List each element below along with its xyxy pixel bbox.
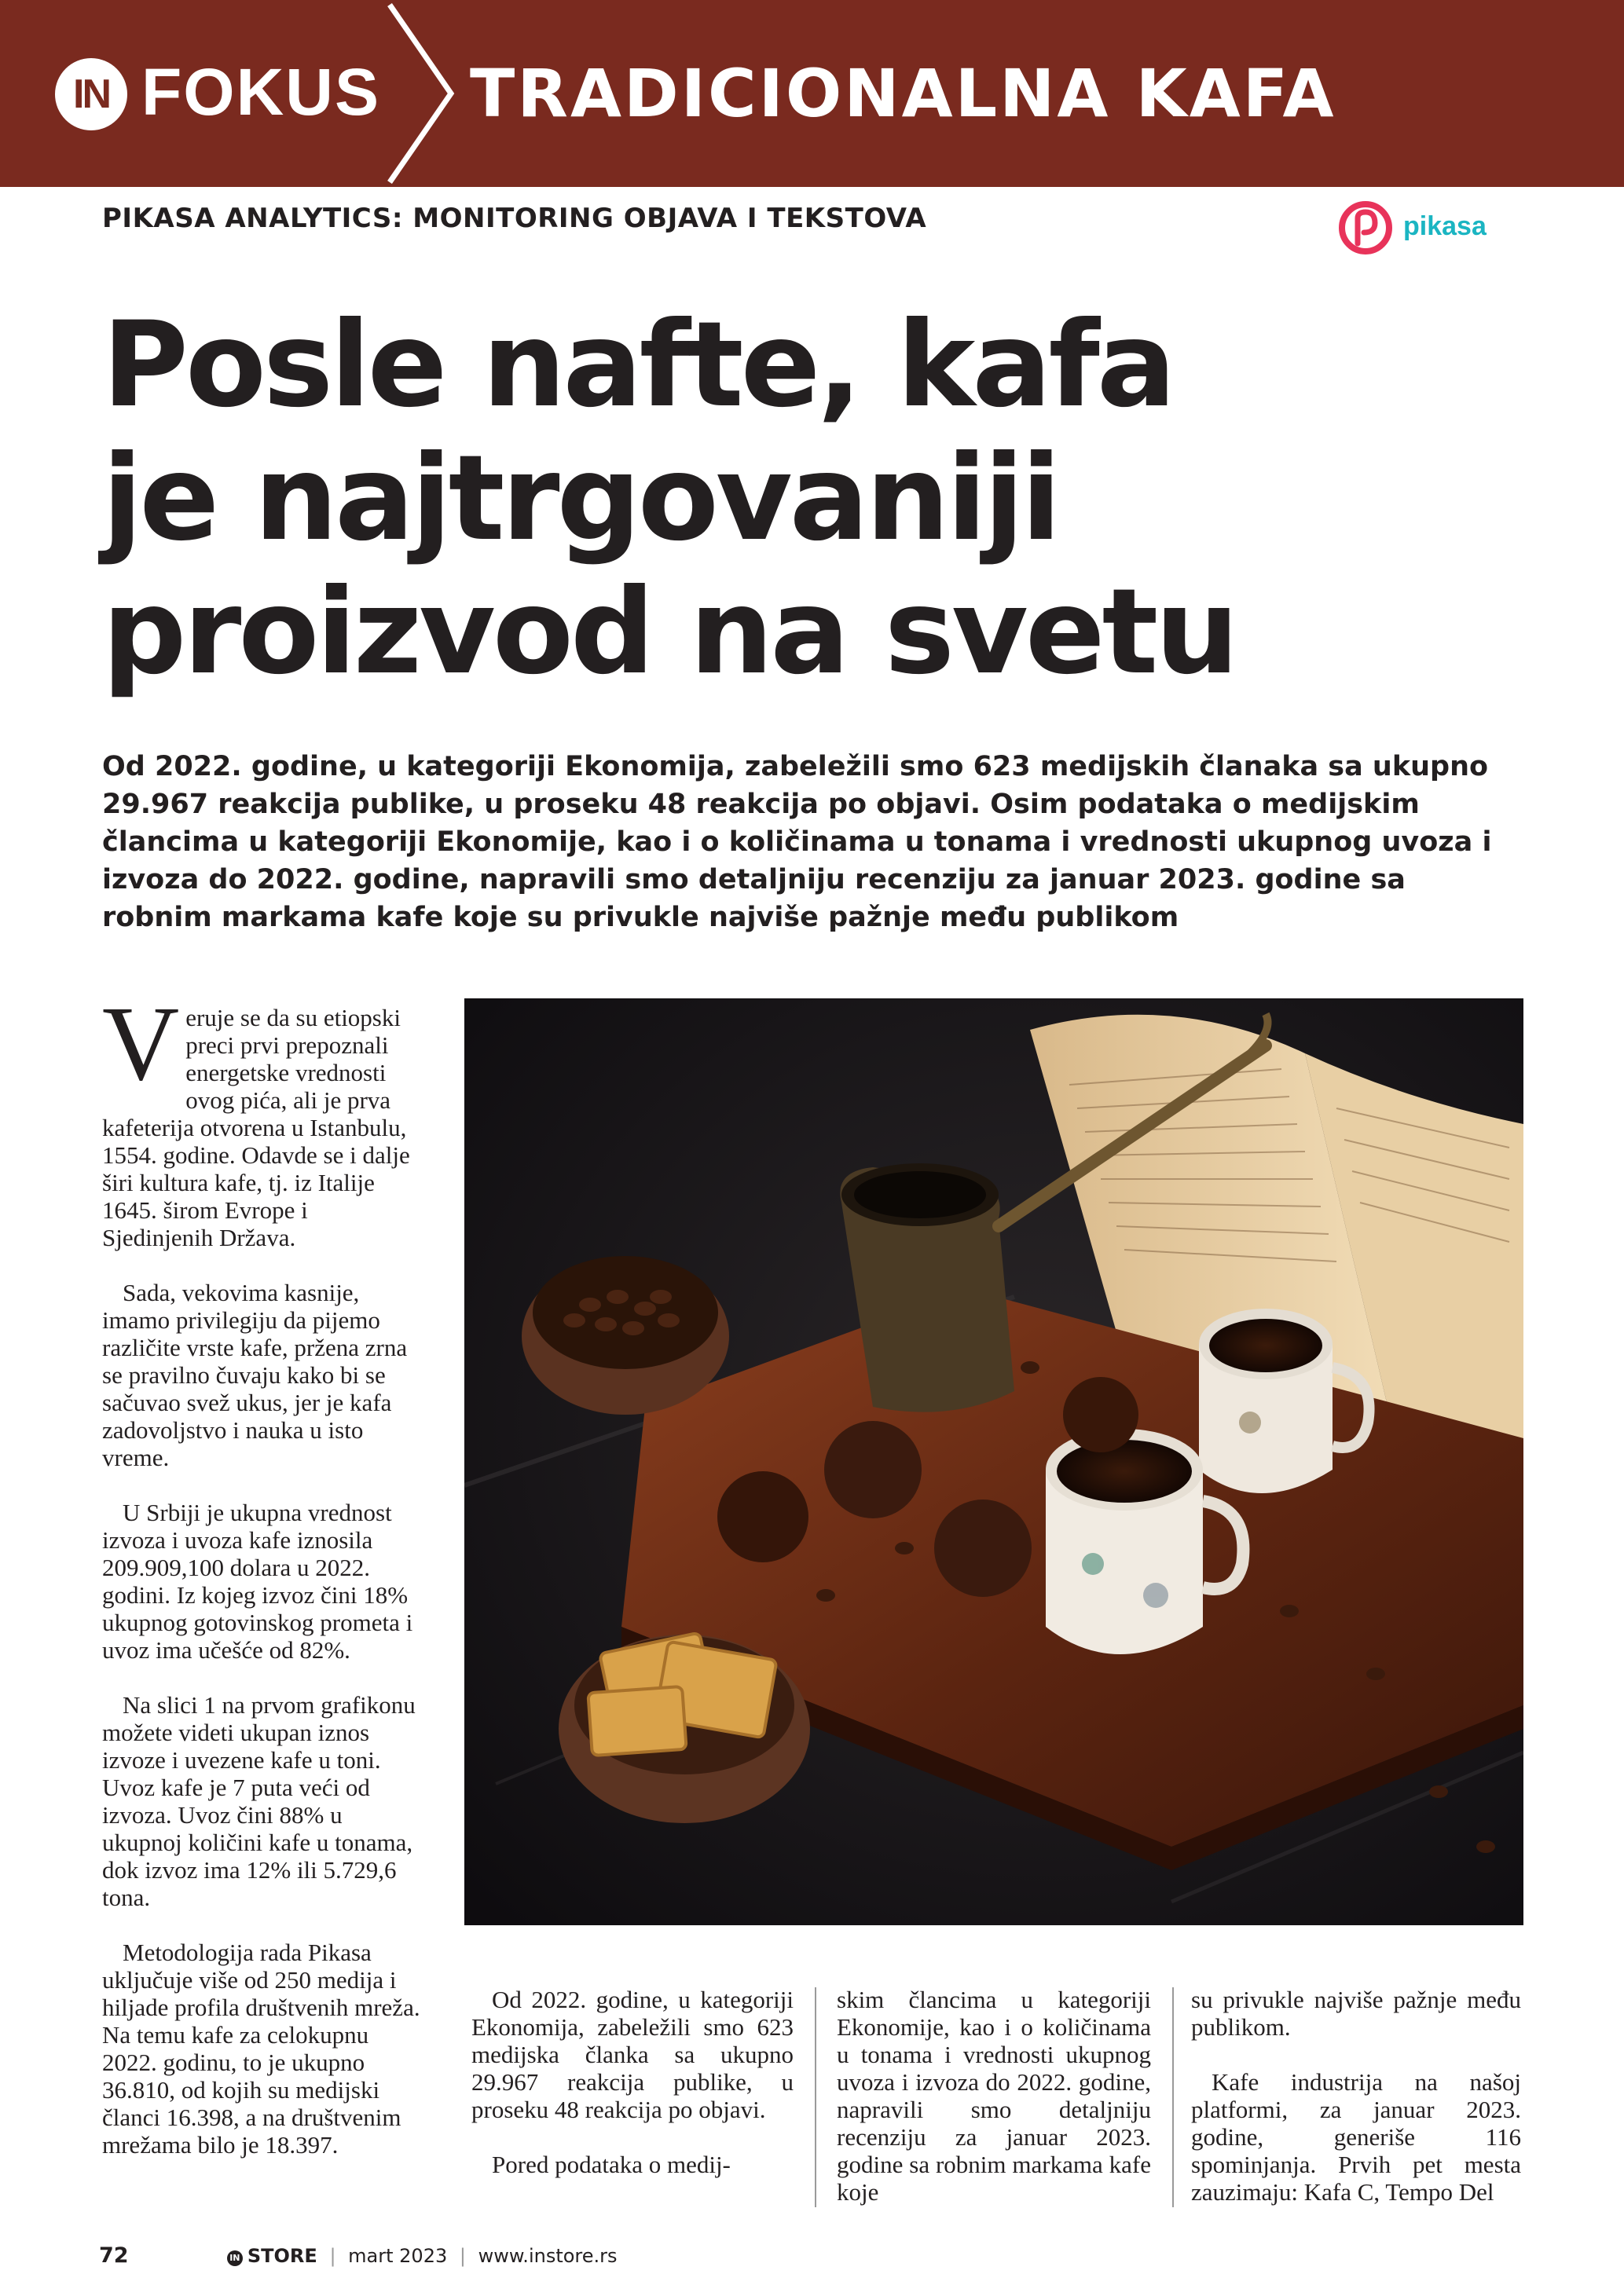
footer-separator: |	[459, 2245, 466, 2267]
body-paragraph-2: Sada, vekovima kasnije, imamo privilegiju da pijemo različite vrste kafe, pržena zrna se pravilno čuvaju kako bi se sačuvao svež ukus, jer je kafa zadovoljstvo i nauka u isto vreme.	[102, 1279, 408, 1471]
coffee-scene-illustration	[464, 998, 1523, 1925]
headline-line-2: je najtrgovaniji	[102, 430, 1058, 567]
section-banner	[0, 0, 1624, 187]
body-paragraph-4: Na slici 1 na prvom grafikonu možete videti ukupan iznos izvoze i uvezene kafe u toni. Uvoz kafe je 7 puta veći od izvoza. Uvoz čini 88% u ukupnoj količini kafe u tonama, dok izvoz ima 12% ili 5.729,6 tona.	[102, 1691, 416, 1911]
body-column-4	[1191, 1986, 1521, 2233]
body-column-3	[837, 1986, 1151, 2233]
body-paragraph-5: Metodologija rada Pikasa uključuje više od 250 medija i hiljade profila društvenih mreža. Na temu kafe za celokupnu 2022. godinu, to je ukupno 36.810, od kojih su medijski članci 16.398, a na društvenim mrežama bilo je 18.397.	[102, 1939, 420, 2159]
page-footer	[99, 2243, 618, 2269]
headline-line-1: Posle nafte, kafa	[102, 297, 1174, 434]
pikasa-logo-text: pikasa	[1403, 211, 1487, 241]
coffee-photo	[464, 998, 1523, 1925]
footer-issue: mart 2023	[348, 2245, 448, 2267]
in-logo	[55, 58, 127, 130]
in-logo-text: IN	[73, 71, 109, 117]
column-2-paragraph-1: Od 2022. godine, u kategoriji Ekonomija, zabeležili smo 623 medijska članka sa ukupno 29.967 reakcija publike, u proseku 48 reakcija po objavi.	[471, 1986, 794, 2123]
column-2-paragraph-2: Pored podataka o medij-	[492, 2151, 731, 2178]
column-divider	[815, 1987, 816, 2207]
body-paragraph-3: U Srbiji je ukupna vrednost izvoza i uvoza kafe iznosila 209.909,100 dolara u 2022. godini. Iz kojeg izvoz čini 18% ukupnog gotovinskog prometa i uvoz ima učešće od 82%.	[102, 1499, 413, 1664]
footer-separator: |	[329, 2245, 336, 2267]
footer-url[interactable]: www.instore.rs	[478, 2245, 618, 2267]
body-paragraph-1	[102, 985, 424, 1251]
page-number: 72	[99, 2243, 129, 2268]
column-divider	[1172, 1987, 1174, 2207]
body-column-2	[471, 1986, 794, 2206]
section-title: TRADICIONALNA KAFA	[470, 55, 1336, 132]
column-4-paragraph-2: Kafe industrija na našoj platformi, za januar 2023. godine, generiše 116 spominjanja. Prvih pet mesta zauzimaju: Kafa C, Tempo Del	[1191, 2068, 1521, 2206]
lead-paragraph: Od 2022. godine, u kategoriji Ekonomija, zabeležili smo 623 medijskih članaka sa ukupno 29.967 reakcija publike, u proseku 48 reakcija po objavi. Osim podataka o medijskim člancima u kategoriji Ekonomije, kao i o količinama u tonama i vrednosti ukupnog uvoza i izvoza do 2022. godine, napravili smo detaljniju recenziju za januar 2023. godine sa robnim markama kafe koje su privukle najviše pažnje među publikom	[102, 751, 1492, 933]
headline	[102, 298, 1438, 699]
headline-line-3: proizvod na svetu	[102, 564, 1237, 701]
body-paragraph-1-text: eruje se da su etiopski preci prvi prepoznali energetske vrednosti ovog pića, ali je prva kafeterija otvorena u Istanbulu, 1554. godine. Odavde se i dalje širi kultura kafe, tj. iz Italije 1645. širom Evrope i Sjedinjenih Država.	[102, 1004, 410, 1251]
footer-brand: STORE	[247, 2245, 317, 2267]
in-small-logo-icon: IN	[227, 2250, 243, 2266]
drop-cap: V	[102, 985, 180, 1103]
chevron-divider-icon	[376, 0, 470, 187]
column-4-paragraph-1: su privukle najviše pažnje među publikom.	[1191, 1986, 1521, 2041]
section-label: FOKUS	[141, 55, 380, 129]
body-column-left	[102, 985, 424, 2186]
kicker: PIKASA ANALYTICS: MONITORING OBJAVA I TEKSTOVA	[102, 203, 927, 234]
column-3-paragraph-1: skim člancima u kategoriji Ekonomije, kao i o količinama u tonama i vrednosti ukupnog uvoza i izvoza do 2022. godine, napravili smo detaljniju recenziju za januar 2023. godine sa robnim markama kafe koje	[837, 1986, 1151, 2206]
